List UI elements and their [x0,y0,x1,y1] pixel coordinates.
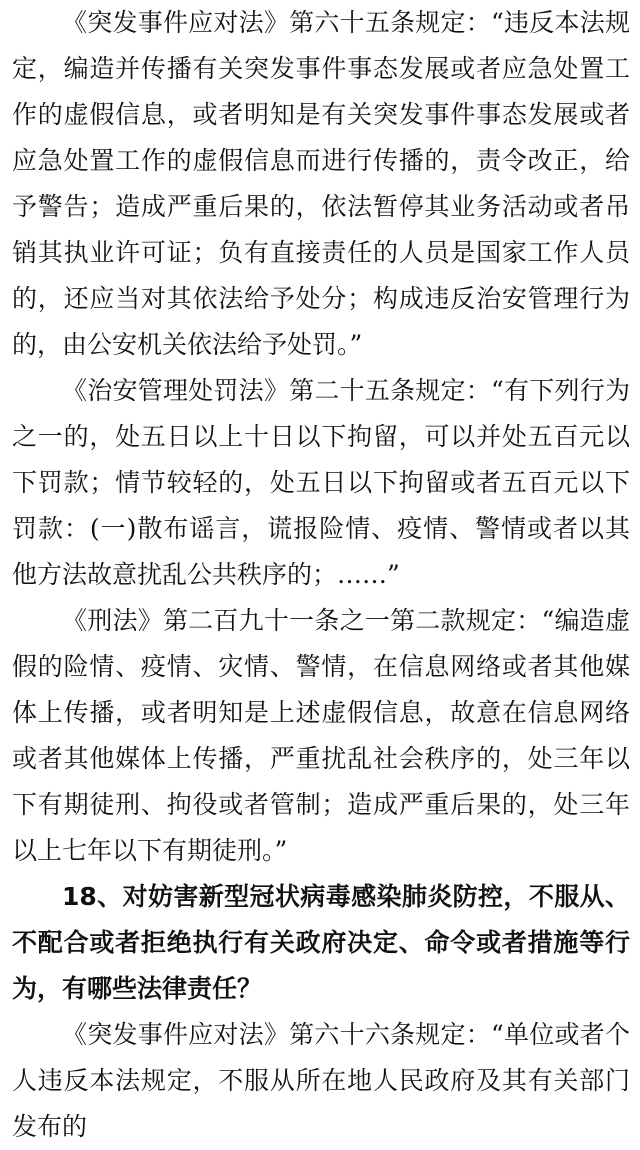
paragraph-emergency-response-law-art66: 《突发事件应对法》第六十六条规定：“单位或者个人违反本法规定，不服从所在地人民政府及其有关部门发布的 [12,1020,630,1141]
paragraph-public-security-law-art25: 《治安管理处罚法》第二十五条规定：“有下列行为之一的，处五日以上十日以下拘留，可以并处五百元以下罚款；情节较轻的，处五日以下拘留或者五百元以下罚款：(一)散布谣言，谎报险情、疫情、警情或者以其他方法故意扰乱公共秩序的；……” [12,376,630,589]
paragraph-criminal-law-art291: 《刑法》第二百九十一条之一第二款规定：“编造虚假的险情、疫情、灾情、警情，在信息网络或者其他媒体上传播，或者明知是上述虚假信息，故意在信息网络或者其他媒体上传播，严重扰乱社会秩序的，处三年以下有期徒刑、拘役或者管制；造成严重后果的，处三年以上七年以下有期徒刑。” [12,606,630,865]
paragraph-emergency-response-law-art65: 《突发事件应对法》第六十五条规定：“违反本法规定，编造并传播有关突发事件事态发展或者应急处置工作的虚假信息，或者明知是有关突发事件事态发展或者应急处置工作的虚假信息而进行传播的，责令改正，给予警告；造成严重后果的，依法暂停其业务活动或者吊销其执业许可证；负有直接责任的人员是国家工作人员的，还应当对其依法给予处分；构成违反治安管理行为的，由公安机关依法给予处罚。” [12,8,630,359]
question-heading-18: 18、对妨害新型冠状病毒感染肺炎防控，不服从、不配合或者拒绝执行有关政府决定、命令或者措施等行为，有哪些法律责任？ [12,882,630,1003]
